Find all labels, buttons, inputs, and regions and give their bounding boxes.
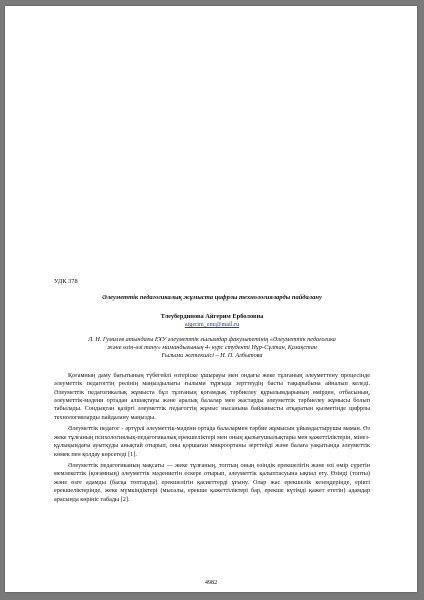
article-title: Әлеуметтік педагогикалық жұмыста цифрлы технологияларды пайдалану bbox=[102, 294, 322, 302]
affiliation-line: және өзін-өзі тану» мамандығының 4- курс студенті Нұр-Сұлтан, Қазақстан bbox=[107, 344, 317, 352]
affiliation-line: Л. Н. Гумилев атындағы ЕҰУ әлеуметтік ғылымдар факультетінің «Әлеуметтік педагогика bbox=[88, 335, 336, 343]
body-paragraph: Әлеуметтік педагогиканың мақсаты — жеке тұлғаның, топтың оның өзіндік ерекшелігін және өзі өмір сүретін мемлекеттік (қоғамның) әлеуметтік мәдениетін ескере отырып, әлеуметтік қалыптасуына ықпал ету. Өзінді (топты) және өзге адамды (басқа топтарды) ерекшелігін қасиеттерді ұғыну. Олар жас ерекшелік кезеңдерінде, ерікті ерекшеліктерінде, жеке мүмкіндіктері (мысалы, ерекше қажеттіліктері бар, ерекше күтімді қажет ететін) адамдар арасында көрініс табады [2]. bbox=[54, 461, 370, 503]
body-paragraph: Әлеуметтік педагог - әртүрлі әлеуметтік-мәдени ортада балалармен тәрбие жұмысын ұйымдастырушы маман. Өз жеке тұлғаның психологиялық-педагогикалық ерекшеліктері мен оның қызығушылықтары мен қажеттіліктерін, мінез-құлықындағы ауытқуды анықтай отырып, оны қоршаған микроортаны зерттейді және балаға уақытында әлеуметтік көмек пен қолдау көрсетеді [1]. bbox=[54, 425, 370, 458]
document-page bbox=[5, 6, 417, 592]
article-body bbox=[54, 278, 370, 507]
author-email bbox=[54, 321, 370, 329]
udk-code: УДК 378 bbox=[54, 278, 78, 285]
supervisor-line: Ғылыми жетекшісі – Н. П. Албытова bbox=[161, 352, 263, 360]
email-link[interactable]: aigerim_enu@mail.ru bbox=[184, 321, 240, 329]
body-paragraph: Қоғамның даму бағытының түбегейлі өзгеріске ұшырауы мен ондағы жеке тұлғаның әлеуметтену процесінде әлеуметтік педагогтің рөлінің маңыздылығы ғылыми тұрғыда зерттеудің басты тақырыбына айналып келеді. Әлеуметтік педагогикалық жұмыста бұл тұлғаның қоғамдық тәрбиелеу құрылымдарының өмірден, отбасының, әлеуметтік-мәдени ортадан алшақтауы және аралық балалар мен жастарды әлеуметтік тәрбиелеу жұмысы болып табылады. Сондықтан қазіргі әлеуметтік педагогтің жұмыс нысанына байланысты атқаратын қызметінде цифрлы технологияларды пайдалану маңызды. bbox=[54, 371, 370, 421]
page-number: 4982 bbox=[204, 579, 218, 586]
author-name: Тлеубердинова Айгерим Ерболовна bbox=[160, 312, 264, 320]
